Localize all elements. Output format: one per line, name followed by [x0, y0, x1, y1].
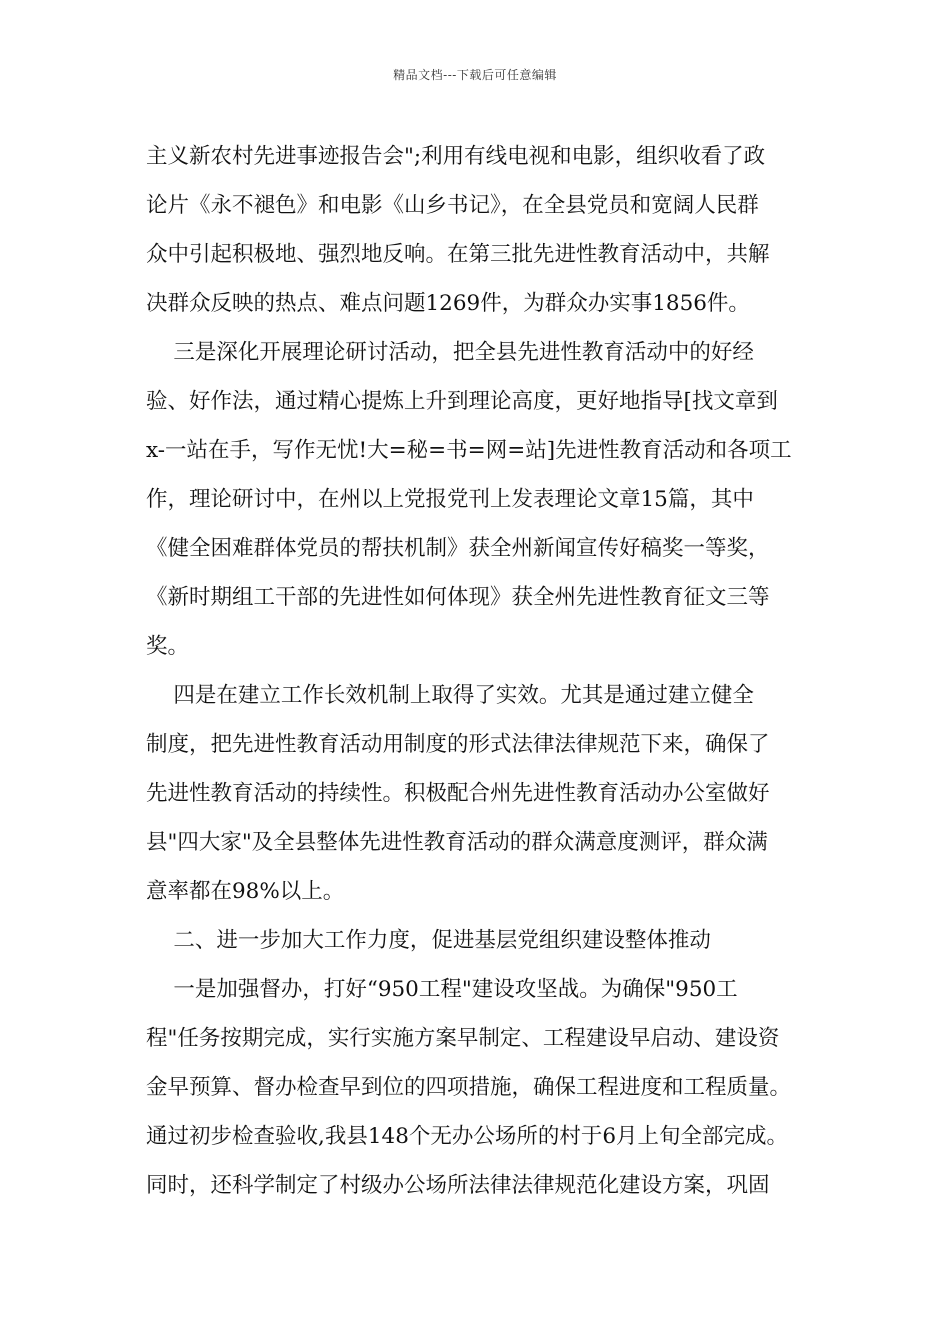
- paragraph-3: [146, 671, 810, 916]
- text-line: 通过初步检查验收,我县148个无办公场所的村于6月上旬全部完成。: [146, 1124, 789, 1149]
- text-line: x-一站在手，写作无忧!大=秘=书=网=站]先进性教育活动和各项工: [146, 438, 792, 463]
- text-line: 县"四大家"及全县整体先进性教育活动的群众满意度测评，群众满: [146, 830, 768, 855]
- text-line: 《健全困难群体党员的帮扶机制》获全州新闻宣传好稿奖一等奖，: [146, 536, 770, 561]
- paragraph-5: [146, 965, 810, 1210]
- text-line: 《新时期组工干部的先进性如何体现》获全州先进性教育征文三等: [146, 585, 770, 610]
- text-line: 同时，还科学制定了村级办公场所法律法律规范化建设方案，巩固: [146, 1173, 770, 1198]
- text-line: 三是深化开展理论研讨活动，把全县先进性教育活动中的好经: [146, 340, 754, 365]
- text-line: 先进性教育活动的持续性。积极配合州先进性教育活动办公室做好: [146, 781, 770, 806]
- text-line: 验、好作法，通过精心提炼上升到理论高度，更好地指导[找文章到: [146, 389, 778, 414]
- text-line: 作，理论研讨中，在州以上党报党刊上发表理论文章15篇，其中: [146, 487, 754, 512]
- paragraph-1: [146, 132, 810, 328]
- document-body: [146, 132, 810, 1210]
- text-line: 金早预算、督办检查早到位的四项措施，确保工程进度和工程质量。: [146, 1075, 792, 1100]
- heading-line: 二、进一步加大工作力度，促进基层党组织建设整体推动: [146, 928, 711, 953]
- text-line: 主义新农村先进事迹报告会";利用有线电视和电影，组织收看了政: [146, 144, 766, 169]
- text-line: 论片《永不褪色》和电影《山乡书记》，在全县党员和宽阔人民群: [146, 193, 759, 218]
- paragraph-2: [146, 328, 810, 671]
- text-line: 一是加强督办，打好“950工程"建设攻坚战。为确保"950工: [146, 977, 738, 1002]
- text-line: 制度，把先进性教育活动用制度的形式法律法律规范下来，确保了: [146, 732, 770, 757]
- text-line: 程"任务按期完成，实行实施方案早制定、工程建设早启动、建设资: [146, 1026, 780, 1051]
- text-line: 决群众反映的热点、难点问题1269件，为群众办实事1856件。: [146, 291, 750, 316]
- text-line: 奖。: [146, 634, 190, 659]
- text-line: 众中引起积极地、强烈地反响。在第三批先进性教育活动中，共解: [146, 242, 770, 267]
- section-heading: [146, 916, 810, 965]
- text-line: 意率都在98%以上。: [146, 879, 345, 904]
- text-line: 四是在建立工作长效机制上取得了实效。尤其是通过建立健全: [146, 683, 754, 708]
- page-header: 精品文档---下载后可任意编辑: [393, 68, 557, 82]
